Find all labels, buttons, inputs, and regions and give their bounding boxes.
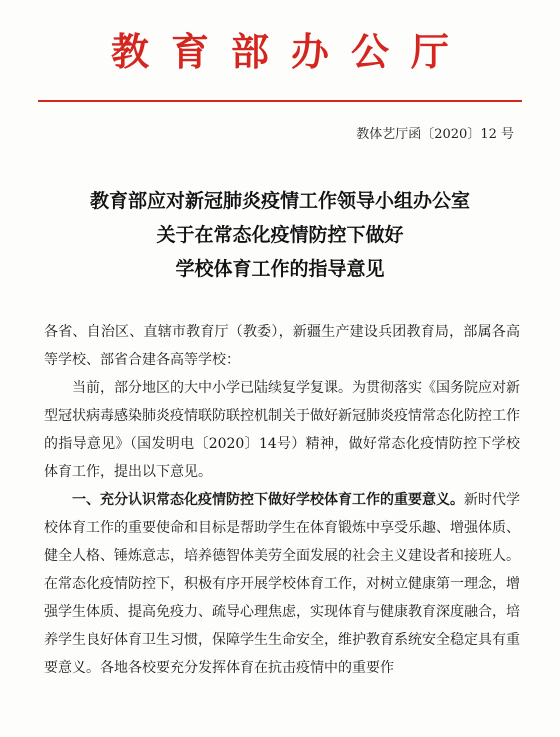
red-separator-line [38,100,522,102]
section-1-heading: 一、充分认识常态化疫情防控下做好学校体育工作的重要意义。 [72,492,464,508]
document-title [0,184,560,286]
title-line-3: 学校体育工作的指导意见 [175,258,385,280]
document-body [44,318,520,682]
document-number: 教体艺厅函〔2020〕12 号 [356,127,514,142]
paragraph-intro: 当前，部分地区的大中小学已陆续复学复课。为贯彻落实《国务院应对新型冠状病毒感染肺炎疫情联防联控机制关于做好新冠肺炎疫情常态化防控工作的指导意见》（国发明电〔2020〕14号）精神，做好常态化疫情防控下学校体育工作，提出以下意见。 [44,380,520,480]
title-line-2: 关于在常态化疫情防控下做好 [156,224,404,246]
section-1-text: 新时代学校体育工作的重要使命和目标是帮助学生在体育锻炼中享受乐趣、增强体质、健全人格、锤炼意志，培养德智体美劳全面发展的社会主义建设者和接班人。在常态化疫情防控下，积极有序开展学校体育工作，对树立健康第一理念，增强学生体质、提高免疫力、疏导心理焦虑，实现体育与健康教育深度融合，培养学生良好体育卫生习惯，保障学生生命安全，维护教育系统安全稳定具有重要意义。各地各校要充分发挥体育在抗击疫情中的重要作 [44,492,520,676]
issuing-office-title: 教育部办公厅 [110,29,471,74]
salutation: 各省、自治区、直辖市教育厅（教委），新疆生产建设兵团教育局，部属各高等学校、部省合建各高等学校： [44,324,520,368]
paragraph-section-1 [44,486,520,682]
title-line-1: 教育部应对新冠肺炎疫情工作领导小组办公室 [89,190,470,212]
